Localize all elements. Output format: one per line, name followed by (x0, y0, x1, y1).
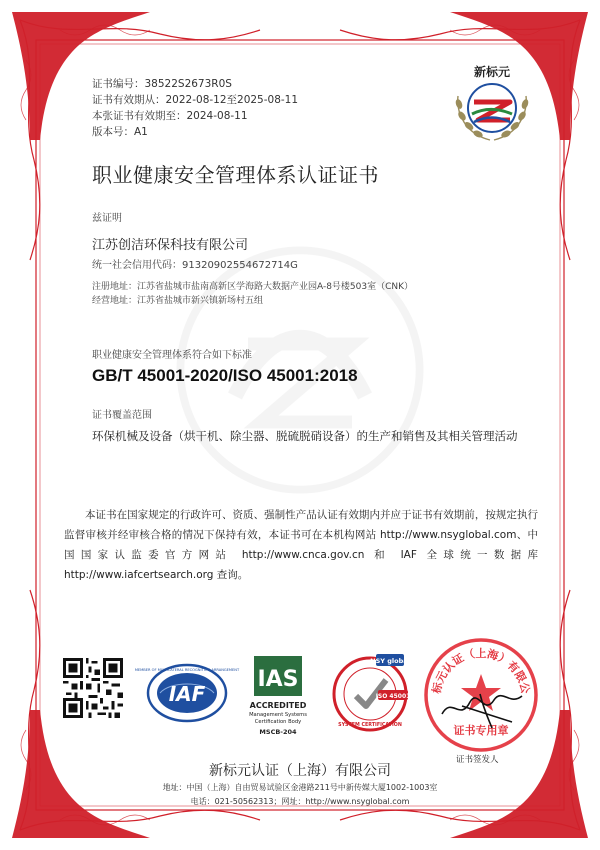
company-seal (422, 636, 540, 754)
standard-code: GB/T 45001-2020/ISO 45001:2018 (92, 366, 358, 385)
ias-accredited: ACCREDITED (249, 701, 307, 710)
ias-logo (250, 656, 306, 740)
nsy-brand: NSY global (370, 657, 410, 665)
ias-line1: Management Systems (249, 712, 307, 718)
validity-period: 证书有效期从：2022-08-12至2025-08-11 (92, 94, 299, 106)
version-number: 版本号：A1 (92, 126, 148, 138)
iaf-text: IAF (168, 682, 206, 706)
qr-code (63, 658, 123, 718)
iaf-ring-text: MEMBER OF MULTILATERAL RECOGNITION ARRANGEMENT (134, 668, 240, 672)
company-name: 江苏创洁环保科技有限公司 (92, 238, 249, 253)
signature (442, 694, 522, 728)
ias-code: MSCB-204 (259, 728, 297, 736)
nsy-top-logo (444, 56, 540, 148)
credit-code: 统一社会信用代码：91320902554672714G (92, 260, 298, 271)
certificate-meta (92, 76, 298, 140)
ias-text: IAS (257, 667, 299, 692)
hereby-certify: 兹证明 (92, 213, 122, 224)
nsy-ring: SYSTEM CERTIFICATION (338, 723, 402, 728)
footer-company: 新标元认证（上海）有限公司 (209, 763, 391, 779)
current-validity: 本张证书有效期至：2024-08-11 (92, 110, 248, 122)
registered-address: 注册地址：江苏省盐城市盐南高新区学海路大数据产业园A-8号楼503室（CNK） (92, 282, 414, 292)
address-block (92, 280, 413, 308)
nsy-iso: ISO 45001 (375, 693, 411, 700)
standard-intro: 职业健康安全管理体系符合如下标准 (92, 350, 252, 361)
signer-label: 证书签发人 (456, 755, 499, 765)
certificate-title: 职业健康安全管理体系认证证书 (92, 163, 379, 187)
top-logo-text: 新标元 (473, 65, 511, 79)
ias-line2: Certification Body (254, 719, 302, 725)
scope-text: 环保机械及设备（烘干机、除尘器、脱硫脱硝设备）的生产和销售及其相关管理活动 (92, 429, 518, 443)
footer-contact: 电话：021-50562313；网址：http://www.nsyglobal.com (190, 797, 410, 806)
seal-bottom-text: 证书专用章 (453, 724, 509, 737)
certificate-number: 证书编号：38522S2673R0S (92, 78, 232, 90)
validity-notice: 本证书在国家规定的行政许可、资质、强制性产品认证有效期内并应于证书有效期前，按规定执行监督审核并经审核合格的情况下保持有效，本证书可在本机构网站 http://www.nsyglobal.com、中国国家认监委官方网站 http://www.cnca.gov.cn 和 IAF 全球统一数据库 http://www.iafcertsearch.org 查询。 (64, 509, 538, 581)
iaf-logo (134, 663, 240, 723)
seal-ring-text: 标元认证（上海）有限公 (430, 646, 532, 695)
scope-label: 证书覆盖范围 (92, 410, 152, 421)
footer-address: 地址：中国（上海）自由贸易试验区金港路211号中新传媒大厦1002-1003室 (162, 783, 438, 792)
business-address: 经营地址：江苏省盐城市新兴镇新场村五组 (92, 296, 264, 306)
nsy-certification-logo (330, 652, 410, 732)
